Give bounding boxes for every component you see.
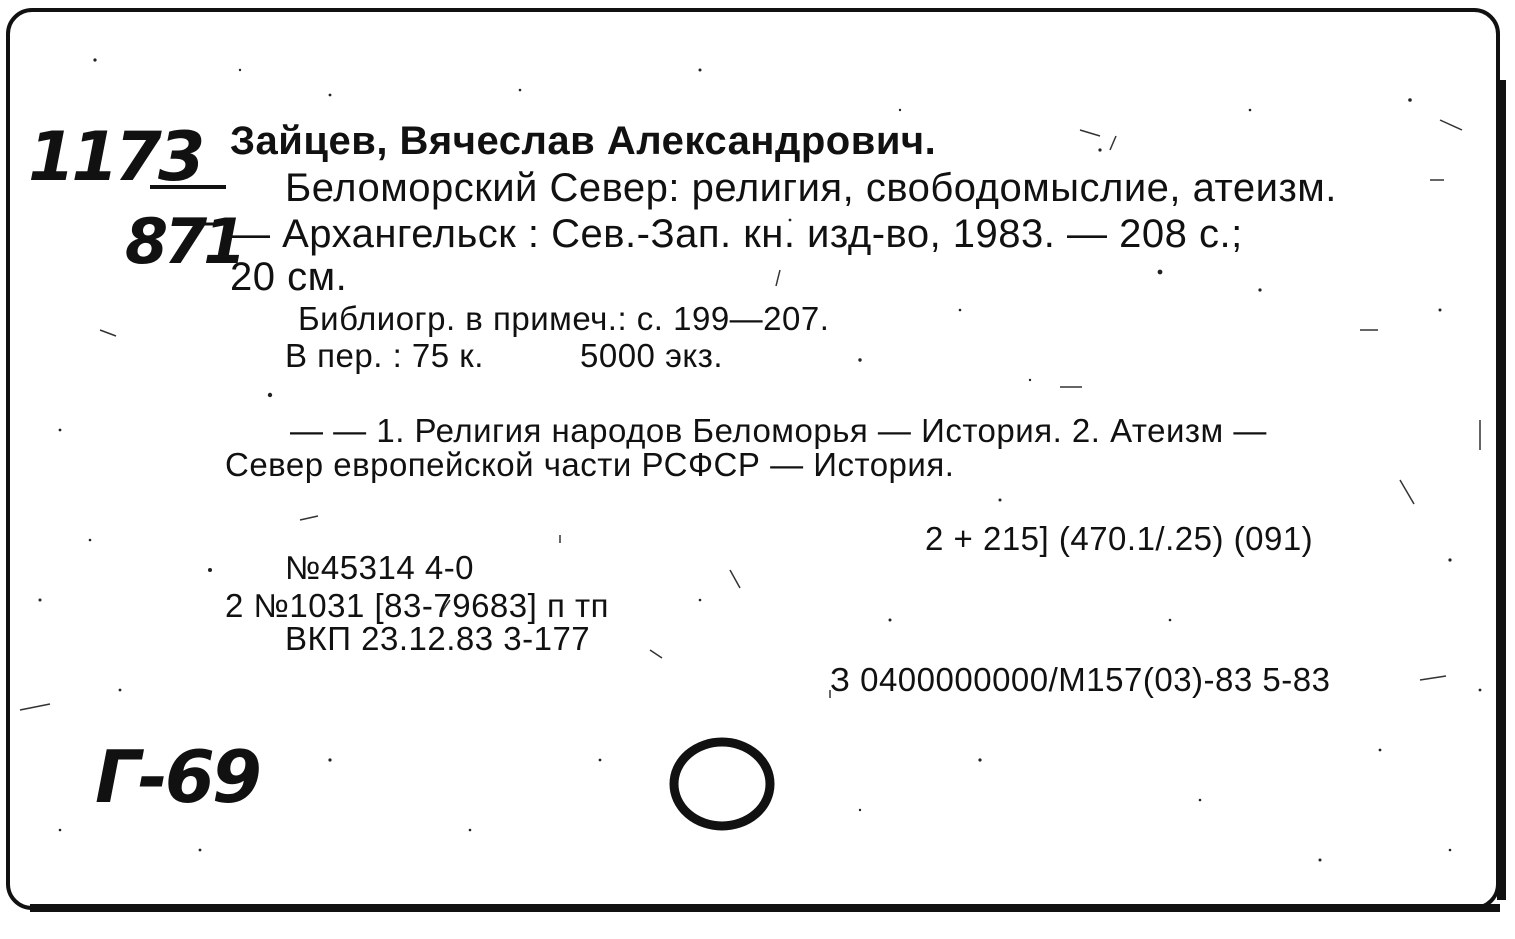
code-line: З 0400000000/М157(03)-83 5-83: [830, 661, 1331, 698]
title-line-1: Беломорский Север: религия, свободомыслие, атеизм.: [285, 166, 1337, 210]
subjects-line-2: Север европейской части РСФСР — История.: [225, 446, 955, 483]
punch-hole: [660, 730, 790, 840]
shelf-number-bottom: 871: [125, 205, 243, 278]
price-note: В пер. : 75 к.: [285, 337, 484, 374]
number-line-1: №45314 4-0: [285, 549, 475, 586]
subjects-line-1: — — 1. Религия народов Беломорья — История. 2. Атеизм —: [290, 412, 1267, 449]
bibliography-note: Библиогр. в примеч.: с. 199—207.: [298, 300, 830, 337]
shelf-number-top: 1173: [28, 118, 202, 197]
number-line-3: ВКП 23.12.83 3-177: [285, 620, 591, 657]
copies-note: 5000 экз.: [580, 337, 724, 374]
author-heading: Зайцев, Вячеслав Александрович.: [230, 119, 937, 163]
location-code: Г-69: [95, 735, 259, 819]
title-line-2: — Архангельск : Сев.-Зап. кн. изд-во, 1983. — 208 с.;: [230, 212, 1243, 256]
classification-index: 2 + 215] (470.1/.25) (091): [925, 520, 1314, 557]
number-line-2: 2 №1031 [83-79683] п тп: [225, 587, 609, 624]
title-line-3: 20 см.: [230, 255, 348, 299]
